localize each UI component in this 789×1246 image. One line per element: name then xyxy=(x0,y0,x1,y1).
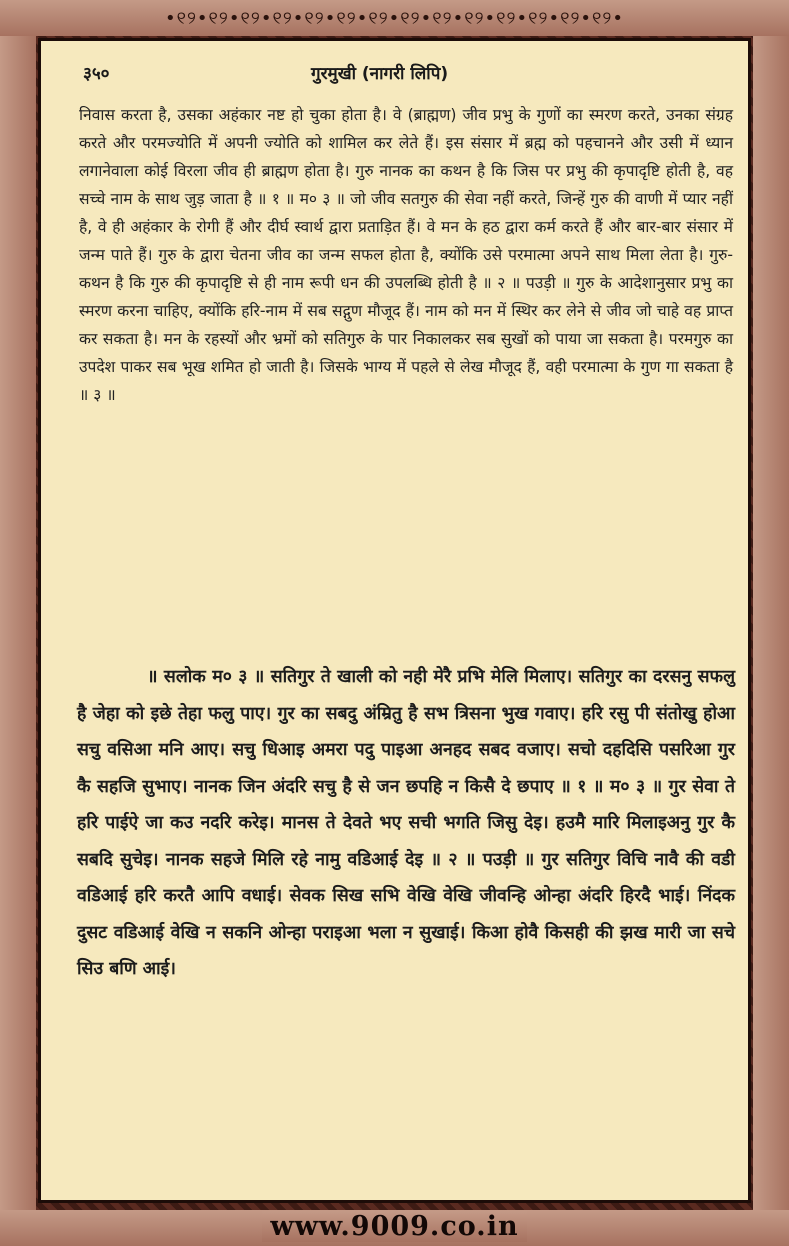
website-footer xyxy=(0,1211,789,1242)
verse-block xyxy=(77,659,735,988)
book-page xyxy=(38,38,751,1203)
top-ornament-band xyxy=(0,0,789,36)
page-number: ३५० xyxy=(83,64,110,84)
left-ornament-band xyxy=(0,36,36,1210)
page-header xyxy=(83,61,713,91)
website-url[interactable]: www.9009.co.in xyxy=(262,1211,526,1242)
running-head: गुरमुखी (नागरी लिपि) xyxy=(311,64,449,84)
right-ornament-band xyxy=(753,36,789,1210)
top-ornament: •୧୨•୧୨•୧୨•୧୨•୧୨•୧୨•୧୨•୧୨•୧୨•୧୨•୧୨•୧୨•୧୨•୧୨• xyxy=(164,7,625,29)
commentary-paragraph xyxy=(79,101,733,409)
commentary-text: निवास करता है, उसका अहंकार नष्ट हो चुका होता है। वे (ब्राह्मण) जीव प्रभु के गुणों का स्मरण करते, उनका संग्रह करते और परमज्योति में अपनी ज्योति को शामिल कर लेते हैं। इस संसार में ब्रह्म को पहचानने और उसी में ध्यान लगानेवाला कोई विरला जीव ही ब्राह्मण होता है। गुरु नानक का कथन है कि जिस पर प्रभु की कृपादृष्टि होती है, वह सच्चे नाम के साथ जुड़ जाता है ॥ १ ॥ म० ३ ॥ जो जीव सतगुरु की सेवा नहीं करते, जिन्हें गुरु की वाणी में प्यार नहीं है, वे ही अहंकार के रोगी हैं और दीर्घ स्वार्थ द्वारा प्रताड़ित हैं। वे मन के हठ द्वारा कर्म करते हैं और बार-बार संसार में जन्म पाते हैं। गुरु के द्वारा चेतना जीव का जन्म सफल होता है, क्योंकि उसे परमात्मा अपने साथ मिला लेता है। गुरु-कथन है कि गुरु की कृपादृष्टि से ही नाम रूपी धन की उपलब्धि होती है ॥ २ ॥ पउड़ी ॥ गुरु के आदेशानुसार प्रभु का स्मरण करना चाहिए, क्योंकि हरि-नाम में सब सद्गुण मौजूद हैं। नाम को मन में स्थिर कर लेने से जीव जो चाहे वह प्राप्त कर सकता है। मन के रहस्यों और भ्रमों को सतिगुरु के पार निकालकर सब सुखों को पाया जा सकता है। परमगुरु का उपदेश पाकर सब भूख शमित हो जाती है। जिसके भाग्य में पहले से लेख मौजूद हैं, वही परमात्मा के गुण गा सकता है ॥ ३ ॥ xyxy=(79,106,733,404)
verse-text: ॥ सलोक म० ३ ॥ सतिगुर ते खाली को नही मेरै प्रभि मेलि मिलाए। सतिगुर का दरसनु सफलु है जेहा को इछे तेहा फलु पाए। गुर का सबदु अंम्रितु है सभ त्रिसना भुख गवाए। हरि रसु पी संतोखु होआ सचु वसिआ मनि आए। सचु धिआइ अमरा पदु पाइआ अनहद सबद वजाए। सचो दहदिसि पसरिआ गुर कै सहजि सुभाए। नानक जिन अंदरि सचु है से जन छपहि न किसै दे छपाए ॥ १ ॥ म० ३ ॥ गुर सेवा ते हरि पाईऐ जा कउ नदरि करेइ। मानस ते देवते भए सची भगति जिसु देइ। हउमै मारि मिलाइअनु गुर कै सबदि सुचेइ। नानक सहजे मिलि रहे नामु वडिआई देइ ॥ २ ॥ पउड़ी ॥ गुर सतिगुर विचि नावै की वडी वडिआई हरि करतै आपि वधाई। सेवक सिख सभि वेखि वेखि जीवन्हि ओन्हा अंदरि हिरदै भाई। निंदक दुसट वडिआई वेखि न सकनि ओन्हा पराइआ भला न सुखाई। किआ होवै किसही की झख मारी जा सचे सिउ बणि आई। xyxy=(77,666,735,979)
